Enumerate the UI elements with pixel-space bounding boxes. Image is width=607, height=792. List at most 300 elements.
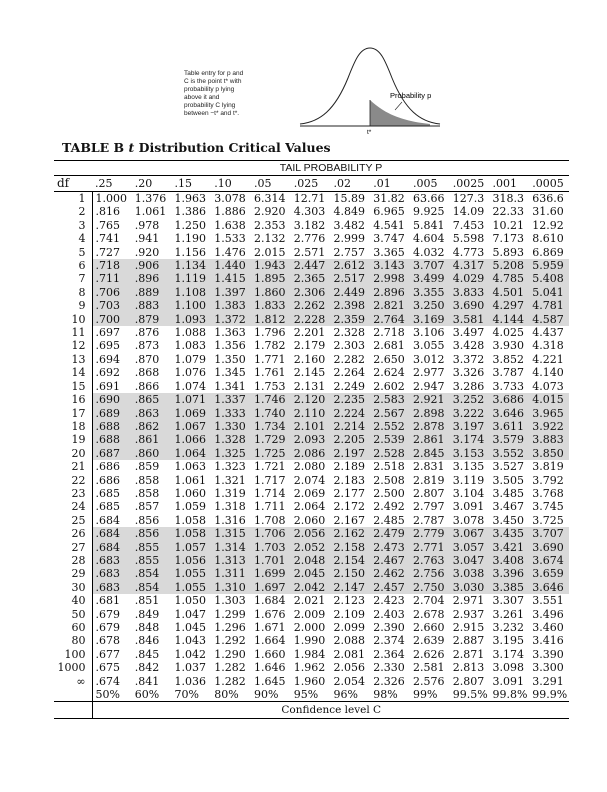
table-row [54, 407, 569, 420]
value-cell: 2.021 [293, 594, 326, 608]
value-cell: .677 [95, 647, 120, 661]
value-cell: 1.990 [293, 634, 326, 648]
value-cell: 2.167 [333, 513, 365, 527]
value-cell: 4.032 [413, 245, 445, 259]
value-cell: 2.998 [370, 272, 410, 285]
value-cell: 1.061 [134, 205, 167, 219]
value-cell: 3.611 [490, 420, 530, 433]
value-cell: 1.796 [254, 326, 286, 340]
value-cell: 2.583 [370, 393, 410, 406]
df-cell: 1000 [54, 661, 92, 674]
value-cell: .694 [95, 352, 120, 366]
value-cell: 1.717 [254, 473, 286, 487]
value-cell: 1.761 [254, 366, 286, 380]
value-cell: .695 [95, 339, 120, 353]
value-cell: 1.671 [254, 621, 286, 634]
value-cell: 5.959 [529, 259, 569, 272]
value-cell: 3.930 [492, 339, 524, 353]
value-cell: 1.079 [174, 352, 206, 366]
value-cell: 2.517 [331, 272, 371, 285]
value-cell: 3.408 [490, 554, 530, 567]
table-row [54, 433, 569, 446]
value-cell: 2.449 [331, 286, 371, 299]
df-cell: 3 [54, 219, 92, 232]
value-cell: 1.734 [251, 420, 291, 433]
tail-header-spacer [54, 161, 92, 176]
value-cell: 2.080 [293, 460, 326, 474]
value-cell: 3.197 [450, 420, 490, 433]
value-cell: 2.756 [410, 567, 450, 580]
value-cell: .854 [132, 581, 172, 594]
df-cell: ∞ [54, 675, 92, 688]
value-cell: 2.479 [370, 527, 410, 540]
value-cell: 3.435 [490, 527, 530, 540]
density-curve-graphic [140, 18, 460, 136]
value-cell: 3.581 [450, 313, 490, 326]
df-cell: 25 [54, 514, 92, 527]
value-cell: 2.508 [373, 473, 405, 487]
df-cell: 7 [54, 272, 92, 285]
value-cell: 1.100 [172, 299, 212, 312]
value-cell: 2.896 [370, 286, 410, 299]
value-cell: 3.496 [532, 607, 564, 621]
value-cell: 2.624 [373, 366, 405, 380]
value-cell: 3.291 [532, 674, 564, 688]
value-cell: 2.069 [293, 486, 326, 500]
value-cell: 2.282 [333, 352, 365, 366]
value-cell: .851 [134, 594, 160, 608]
value-cell: 5.841 [413, 218, 445, 232]
value-cell: 3.195 [492, 634, 524, 648]
confidence-level-cell: 99.5% [450, 688, 490, 702]
value-cell: 1.290 [214, 647, 246, 661]
confidence-level-cell: 99.8% [490, 688, 530, 702]
value-cell: 5.041 [529, 286, 569, 299]
value-cell: .711 [92, 272, 132, 285]
value-cell: .718 [92, 259, 132, 272]
column-header-.0005: .0005 [529, 176, 569, 192]
value-cell: 2.937 [452, 607, 485, 621]
value-cell: 1.318 [214, 500, 246, 514]
value-cell: 3.551 [532, 594, 564, 608]
value-cell: 1.296 [214, 621, 246, 634]
value-cell: 1.440 [211, 259, 251, 272]
value-cell: .679 [95, 621, 120, 634]
value-cell: 1.782 [254, 339, 286, 353]
column-header-.001: .001 [490, 176, 530, 192]
value-cell: 4.025 [492, 326, 524, 340]
value-cell: 3.850 [529, 447, 569, 460]
value-cell: 2.374 [373, 634, 405, 648]
value-cell: 2.678 [413, 607, 445, 621]
table-row [54, 313, 569, 326]
value-cell: 2.162 [331, 527, 371, 540]
value-cell: 3.012 [413, 352, 445, 366]
value-cell: 1.697 [251, 581, 291, 594]
value-cell: 1.311 [211, 567, 251, 580]
confidence-level-cell: 96% [331, 688, 371, 702]
value-cell: 2.365 [291, 272, 331, 285]
value-cell: .841 [134, 674, 160, 688]
table-row [54, 554, 569, 567]
value-cell: 3.252 [450, 393, 490, 406]
value-cell: 1.699 [251, 567, 291, 580]
value-cell: 2.179 [293, 339, 326, 353]
value-cell: 3.390 [532, 647, 564, 661]
value-cell: .690 [92, 393, 132, 406]
value-cell: .858 [134, 473, 160, 487]
value-cell: 3.091 [492, 674, 524, 688]
value-cell: 3.883 [529, 433, 569, 446]
value-cell: 2.052 [291, 541, 331, 554]
value-cell: 3.922 [529, 420, 569, 433]
value-cell: 4.437 [532, 326, 564, 340]
table-row [54, 326, 569, 339]
value-cell: 1.356 [214, 339, 246, 353]
value-cell: 2.807 [452, 674, 485, 688]
value-cell: 2.353 [254, 218, 286, 232]
value-cell: 1.064 [172, 447, 212, 460]
value-cell: .700 [92, 313, 132, 326]
confidence-level-row [54, 688, 569, 702]
value-cell: 2.750 [410, 581, 450, 594]
column-header-.0025: .0025 [450, 176, 490, 192]
value-cell: .686 [95, 460, 120, 474]
value-cell: 3.355 [410, 286, 450, 299]
value-cell: 2.871 [452, 647, 485, 661]
value-cell: 2.423 [373, 594, 405, 608]
value-cell: .697 [95, 326, 120, 340]
value-cell: 2.306 [291, 286, 331, 299]
table-row [54, 608, 569, 621]
value-cell: 1.043 [174, 634, 206, 648]
value-cell: 2.764 [370, 313, 410, 326]
value-cell: 1.119 [172, 272, 212, 285]
value-cell: 3.460 [532, 621, 564, 634]
df-cell: 17 [54, 407, 92, 420]
value-cell: 1.108 [172, 286, 212, 299]
table-row [54, 661, 569, 674]
value-cell: 1.325 [211, 447, 251, 460]
tstar-label: t* [367, 129, 372, 136]
probability-pointer [395, 102, 402, 110]
value-cell: 1.746 [251, 393, 291, 406]
value-cell: 4.221 [532, 352, 564, 366]
value-cell: 3.057 [450, 541, 490, 554]
value-cell: 4.781 [529, 299, 569, 312]
value-cell: 1.895 [251, 272, 291, 285]
value-cell: 2.088 [333, 634, 365, 648]
value-cell: 2.214 [331, 420, 371, 433]
value-cell: 1.282 [214, 661, 246, 675]
column-header-.01: .01 [370, 176, 410, 192]
value-cell: 2.492 [373, 500, 405, 514]
value-cell: 2.771 [410, 541, 450, 554]
value-cell: 1.711 [254, 500, 286, 514]
value-cell: 1.313 [211, 554, 251, 567]
value-cell: 2.821 [370, 299, 410, 312]
value-cell: 1.156 [174, 245, 206, 259]
table-row [54, 675, 569, 688]
value-cell: 2.197 [331, 447, 371, 460]
value-cell: 1.310 [211, 581, 251, 594]
value-cell: 3.497 [452, 326, 485, 340]
value-cell: 2.947 [413, 379, 445, 393]
value-cell: 4.541 [373, 218, 405, 232]
value-cell: 2.249 [333, 379, 365, 393]
table-row [54, 286, 569, 299]
value-cell: 3.725 [532, 513, 564, 527]
value-cell: 1.415 [211, 272, 251, 285]
value-cell: 1.664 [254, 634, 286, 648]
table-row [54, 447, 569, 460]
table-row [54, 353, 569, 366]
table-row [54, 581, 569, 594]
value-cell: 1.812 [251, 313, 291, 326]
value-cell: 2.177 [333, 486, 365, 500]
value-cell: 2.776 [293, 232, 326, 246]
table-row [54, 272, 569, 285]
confidence-level-cell: 98% [370, 688, 410, 702]
value-cell: .855 [132, 554, 172, 567]
value-cell: 4.317 [450, 259, 490, 272]
t-distribution-figure [140, 18, 460, 136]
value-cell: 2.131 [293, 379, 326, 393]
confidence-level-cell: 80% [211, 688, 251, 702]
value-cell: 1.315 [211, 527, 251, 540]
table-row [54, 500, 569, 513]
value-cell: 3.078 [214, 192, 246, 205]
value-cell: 2.831 [413, 460, 445, 474]
value-cell: 1.321 [214, 473, 246, 487]
value-cell: 2.539 [370, 433, 410, 446]
df-cell: 9 [54, 299, 92, 312]
value-cell: .941 [134, 232, 160, 246]
value-cell: 2.571 [293, 245, 326, 259]
value-cell: 3.747 [373, 232, 405, 246]
value-cell: 14.09 [452, 205, 485, 219]
tail-probability-header: TAIL PROBABILITY P [92, 161, 569, 176]
value-cell: 3.965 [529, 407, 569, 420]
value-cell: 4.604 [413, 232, 445, 246]
value-cell: 3.286 [452, 379, 485, 393]
value-cell: 1.886 [214, 205, 246, 219]
df-cell: 27 [54, 541, 92, 554]
value-cell: 1.057 [172, 541, 212, 554]
value-cell: 318.3 [492, 192, 524, 205]
value-cell: 2.602 [373, 379, 405, 393]
value-cell: 2.999 [333, 232, 365, 246]
value-cell: 636.6 [532, 192, 564, 205]
value-cell: .876 [134, 326, 160, 340]
table-row [54, 541, 569, 554]
value-cell: .859 [134, 460, 160, 474]
table-row [54, 594, 569, 607]
value-cell: .681 [95, 594, 120, 608]
table-row [54, 648, 569, 661]
table-row [54, 246, 569, 259]
value-cell: 1.059 [174, 500, 206, 514]
value-cell: 1.533 [214, 232, 246, 246]
value-cell: .848 [134, 621, 160, 634]
value-cell: .683 [92, 581, 132, 594]
value-cell: 2.110 [291, 407, 331, 420]
value-cell: 1.067 [172, 420, 212, 433]
value-cell: 3.106 [413, 326, 445, 340]
table-row [54, 299, 569, 312]
probability-label: Probability p [390, 91, 432, 100]
value-cell: .861 [132, 433, 172, 446]
df-cell: 15 [54, 380, 92, 393]
value-cell: 1.645 [254, 674, 286, 688]
value-cell: 9.925 [413, 205, 445, 219]
value-cell: 2.303 [333, 339, 365, 353]
value-cell: 4.297 [490, 299, 530, 312]
value-cell: .689 [92, 407, 132, 420]
value-cell: .692 [95, 366, 120, 380]
column-header-.05: .05 [251, 176, 291, 192]
value-cell: .674 [95, 674, 120, 688]
value-cell: .862 [132, 420, 172, 433]
value-cell: 12.92 [532, 218, 564, 232]
column-header-.20: .20 [132, 176, 172, 192]
value-cell: 3.733 [492, 379, 524, 393]
value-cell: 2.878 [410, 420, 450, 433]
value-cell: 2.971 [452, 594, 485, 608]
confidence-level-cell: 99.9% [529, 688, 569, 702]
table-title [62, 140, 331, 155]
value-cell: 2.150 [331, 567, 371, 580]
value-cell: .906 [132, 259, 172, 272]
value-cell: 3.686 [490, 393, 530, 406]
value-cell: 3.421 [490, 541, 530, 554]
confidence-row-spacer [54, 688, 92, 702]
df-cell: 30 [54, 581, 92, 594]
value-cell: 5.208 [490, 259, 530, 272]
value-cell: 2.120 [291, 393, 331, 406]
table-title-t: t [128, 140, 135, 155]
value-cell: .879 [132, 313, 172, 326]
df-cell: 24 [54, 500, 92, 513]
table-body [54, 192, 569, 719]
value-cell: 3.416 [532, 634, 564, 648]
value-cell: 4.144 [490, 313, 530, 326]
df-cell: 16 [54, 393, 92, 406]
value-cell: .866 [134, 379, 160, 393]
value-cell: 1.074 [174, 379, 206, 393]
value-cell: 2.977 [413, 366, 445, 380]
df-cell: 50 [54, 608, 92, 621]
table-title-rest: Distribution Critical Values [138, 140, 331, 155]
value-cell: 3.690 [450, 299, 490, 312]
value-cell: 3.707 [410, 259, 450, 272]
value-cell: 2.183 [333, 473, 365, 487]
value-cell: 1.299 [214, 607, 246, 621]
value-cell: 4.587 [529, 313, 569, 326]
t-critical-values-table [54, 160, 569, 719]
value-cell: 1.363 [214, 326, 246, 340]
value-cell: .679 [95, 607, 120, 621]
value-cell: 3.098 [492, 661, 524, 675]
column-header-.005: .005 [410, 176, 450, 192]
value-cell: 1.397 [211, 286, 251, 299]
value-cell: 3.552 [490, 447, 530, 460]
value-cell: .873 [134, 339, 160, 353]
value-cell: 2.145 [293, 366, 326, 380]
value-cell: 31.60 [532, 205, 564, 219]
value-cell: 1.303 [214, 594, 246, 608]
value-cell: 3.646 [529, 581, 569, 594]
df-cell: 28 [54, 554, 92, 567]
value-cell: 7.173 [492, 232, 524, 246]
value-cell: 2.398 [331, 299, 371, 312]
value-cell: 3.250 [410, 299, 450, 312]
df-cell: 26 [54, 527, 92, 540]
value-cell: .845 [134, 647, 160, 661]
table-row [54, 219, 569, 232]
column-header-.25: .25 [92, 176, 132, 192]
value-cell: 3.174 [492, 647, 524, 661]
value-cell: 2.500 [373, 486, 405, 500]
value-cell: 3.499 [410, 272, 450, 285]
value-cell: 2.328 [333, 326, 365, 340]
value-cell: 2.718 [373, 326, 405, 340]
value-cell: 3.143 [370, 259, 410, 272]
value-cell: 2.898 [410, 407, 450, 420]
value-cell: 2.160 [293, 352, 326, 366]
df-cell: 29 [54, 567, 92, 580]
value-cell: 5.598 [452, 232, 485, 246]
value-cell: 1.088 [174, 326, 206, 340]
value-cell: 2.403 [373, 607, 405, 621]
confidence-level-cell: 60% [132, 688, 172, 702]
value-cell: 1.058 [174, 513, 206, 527]
value-cell: 1.660 [254, 647, 286, 661]
value-cell: 2.189 [333, 460, 365, 474]
value-cell: .686 [95, 473, 120, 487]
df-cell: 20 [54, 447, 92, 460]
value-cell: 2.045 [291, 567, 331, 580]
value-cell: 5.893 [492, 245, 524, 259]
value-cell: 3.467 [492, 500, 524, 514]
value-cell: 1.042 [174, 647, 206, 661]
table-row [54, 474, 569, 487]
value-cell: 1.250 [174, 218, 206, 232]
value-cell: 3.768 [532, 486, 564, 500]
value-cell: .842 [134, 661, 160, 675]
value-cell: .691 [95, 379, 120, 393]
value-cell: 2.861 [410, 433, 450, 446]
confidence-level-label: Confidence level C [92, 702, 569, 719]
table-row [54, 232, 569, 245]
value-cell: 4.015 [529, 393, 569, 406]
table-row [54, 205, 569, 218]
value-cell: 1.684 [254, 594, 286, 608]
value-cell: 2.101 [291, 420, 331, 433]
value-cell: .741 [95, 232, 120, 246]
value-cell: 1.676 [254, 607, 286, 621]
value-cell: 1.319 [214, 486, 246, 500]
value-cell: 1.350 [214, 352, 246, 366]
value-cell: .860 [132, 447, 172, 460]
value-cell: 2.235 [331, 393, 371, 406]
value-cell: 6.869 [532, 245, 564, 259]
value-cell: 1.725 [251, 447, 291, 460]
value-cell: 4.785 [490, 272, 530, 285]
value-cell: 1.345 [214, 366, 246, 380]
table-row [54, 567, 569, 580]
value-cell: 1.036 [174, 674, 206, 688]
